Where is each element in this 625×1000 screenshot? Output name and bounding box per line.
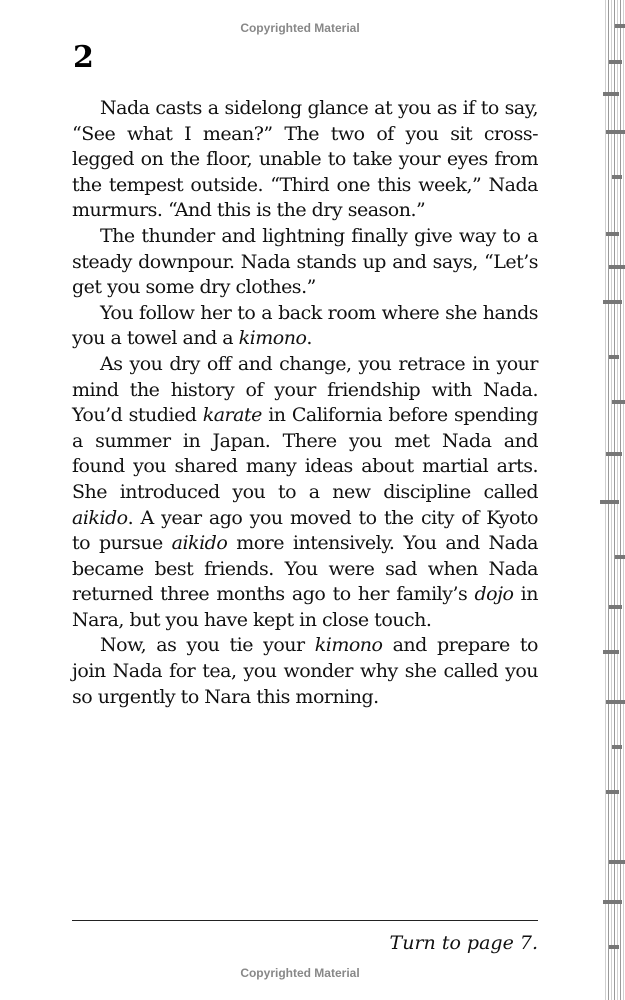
italic-text: dojo <box>474 583 514 606</box>
text-run: You follow her to a back room where she hands you a towel and a <box>72 301 538 350</box>
text-run: in California before spending a summer in Japan. There you met Nada and found you shared many ideas about martial arts. She introduced you to a new discipline called <box>72 404 538 503</box>
paragraph <box>72 96 538 224</box>
turn-to-page-link[interactable]: Turn to page 7. <box>389 932 538 954</box>
text-run: . A year ago you moved to the city of Kyoto to pursue <box>72 506 538 555</box>
italic-text: karate <box>202 404 262 427</box>
story-text <box>72 96 538 710</box>
text-run: Now, as you tie your <box>100 634 315 657</box>
edge-mark <box>609 860 625 864</box>
edge-mark <box>615 555 625 559</box>
edge-mark <box>612 175 622 179</box>
paragraph <box>72 633 538 710</box>
paragraph <box>72 352 538 634</box>
edge-mark <box>603 650 619 654</box>
copyright-footer: Copyrighted Material <box>240 966 360 980</box>
italic-text: kimono <box>238 327 307 350</box>
footer-divider <box>72 920 538 921</box>
edge-mark <box>600 500 619 504</box>
edge-mark <box>609 605 622 609</box>
edge-mark <box>606 232 619 236</box>
edge-mark <box>612 400 625 404</box>
edge-mark <box>603 92 619 96</box>
text-run: The thunder and lightning finally give way to a steady downpour. Nada stands up and says, “Let’s get you some dry clothes.” <box>72 224 538 299</box>
edge-mark <box>609 355 619 359</box>
paragraph <box>72 224 538 301</box>
italic-text: aikido <box>171 532 228 555</box>
edge-mark <box>612 745 622 749</box>
paragraph <box>72 301 538 352</box>
text-run: in Nara, but you have kept in close touch. <box>72 583 538 631</box>
text-run: Nada casts a sidelong glance at you as if to say, “See what I mean?” The two of you sit cross-legged on the floor, unable to take your eyes from the tempest outside. “Third one this week,” Nada murmurs. “And this is the dry season.” <box>72 97 538 222</box>
text-run: . <box>306 327 312 350</box>
page-number: 2 <box>73 40 94 75</box>
italic-text: aikido <box>72 506 128 529</box>
edge-mark <box>606 700 625 704</box>
edge-mark <box>603 300 622 304</box>
edge-mark <box>615 24 625 28</box>
edge-mark <box>606 130 625 134</box>
page-edge-decoration <box>603 0 625 1000</box>
edge-mark <box>609 265 625 269</box>
edge-mark <box>609 945 619 949</box>
edge-mark <box>606 452 622 456</box>
edge-mark <box>603 900 622 904</box>
text-run: more intensively. You and Nada became best friends. You were sad when Nada returned three months ago to her family’s <box>72 532 538 606</box>
italic-text: kimono <box>314 634 383 657</box>
copyright-header: Copyrighted Material <box>240 21 360 35</box>
text-run: As you dry off and change, you retrace in your mind the history of your friendship with Nada. You’d studied <box>72 352 538 427</box>
text-run: and prepare to join Nada for tea, you wonder why she called you so urgently to Nara this morning. <box>72 634 538 708</box>
edge-mark <box>609 60 622 64</box>
edge-mark <box>606 790 619 794</box>
